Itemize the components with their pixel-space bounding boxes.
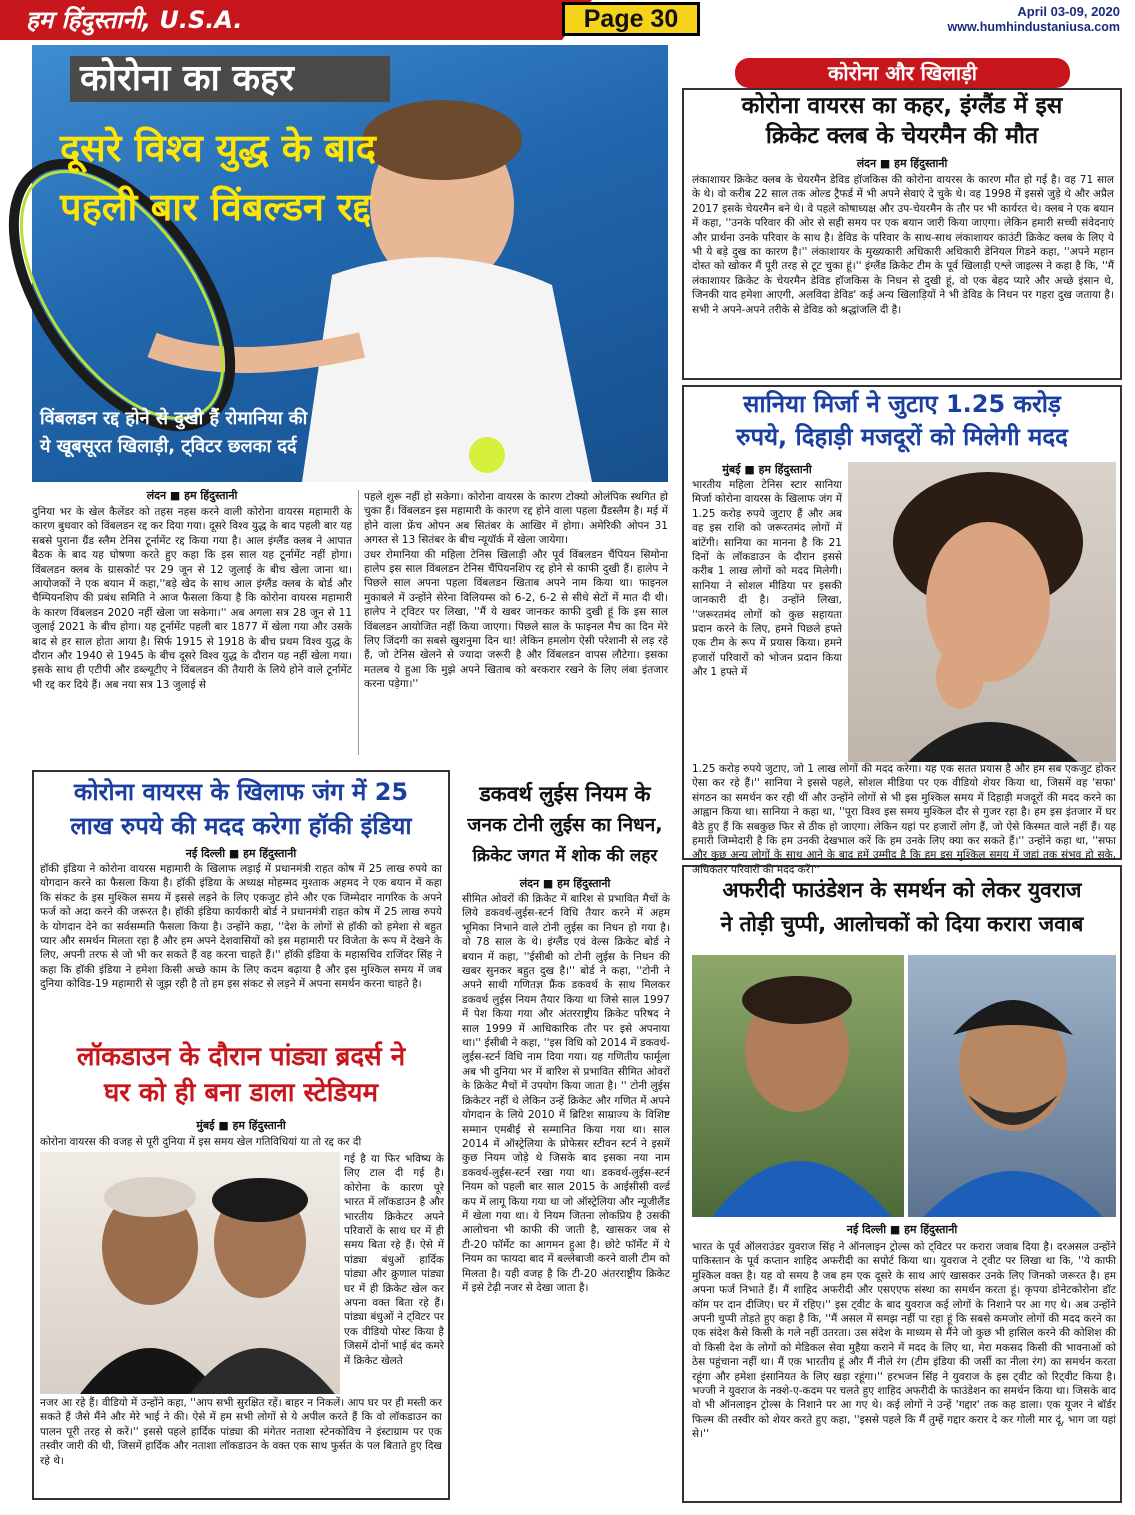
pandya-illustration	[40, 1152, 340, 1394]
pandya-byline: मुंबई ■ हम हिंदुस्तानी	[196, 1119, 286, 1132]
harbhajan-illustration	[908, 955, 1116, 1217]
photo-caption-line2: ये खूबसूरत खिलाड़ी, ट्विटर छलका दर्द	[40, 436, 297, 457]
cricket-headline-line1: कोरोना वायरस का कहर, इंग्लैंड में इस	[741, 93, 1063, 119]
sania-headline-line2: रुपये, दिहाड़ी मजदूरों को मिलेगी मदद	[736, 423, 1068, 451]
sania-full-text: 1.25 करोड़ रुपये जुटाए, जो 1 लाख लोगों की मदद करेगा। यह एक सतत प्रयास है और हम सब एकजुट होकर ऐसा कर रहे हैं।'' सानिया ने इससे पहले, सोशल मीडिया पर एक वीडियो शेयर किया था, जिसमें वह 'सफा' संगठन का समर्थन कर रही थीं और उन्होंने लोगों से भी इस मुश्किल समय में दिहाड़ी मजदूरों की मदद करने का आह्वान किया था। सानिया ने कहा था, ''पूरा विश्व इस समय मुश्किल दौर से गुजर रहा है। हम इस इंतजार में घर बैठे हुए हैं कि सबकुछ फिर से ठीक हो जाएगा। लेकिन यहां पर हजारों लोग हैं, जो ऐसे किस्मत वाले नहीं हैं। यह हमारी जिम्मेदारी है कि हम उनकी देखभाल करें कि हम उनके लिए क्या कर सकते हैं।'' उन्होंने कहा था, ''सफा और कुछ अन्य लोगों के साथ आने के बाद हमें उम्मीद है कि हम इस मुश्किल समय में जहां तक संभव हो सके, अधिकतर परिवारों की मदद करें।''	[692, 763, 1116, 876]
issue-date: April 03-09, 2020	[1017, 4, 1120, 19]
afridi-headline-line2: ने तोड़ी चुप्पी, आलोचकों को दिया करारा जवाब	[720, 912, 1084, 936]
top-headline-line1: दूसरे विश्व युद्ध के बाद	[60, 126, 376, 170]
section-tag: कोरोना और खिलाड़ी	[735, 58, 1070, 88]
harbhajan-photo	[908, 955, 1116, 1217]
sania-byline: मुंबई ■ हम हिंदुस्तानी	[722, 463, 812, 476]
hockey-headline-line1: कोरोना वायरस के खिलाफ जंग में 25	[73, 778, 409, 806]
kicker-label: कोरोना का कहर	[70, 56, 390, 102]
cricket-byline: लंदन ■ हम हिंदुस्तानी	[856, 157, 948, 170]
hockey-body: हॉकी इंडिया ने कोरोना वायरस महामारी के खिलाफ लड़ाई में प्रधानमंत्री राहत कोष में 25 लाख रुपये का योगदान करने का फैसला किया है। हॉकी इंडिया के अध्यक्ष मोहम्मद मुश्ताक अहमद ने एक बयान में कहा कि संकट के इस मुश्किल समय में इससे लड़ने के लिए एकजुट होने और एक जिम्मेदार नागरिक के अपने फर्ज को अदा करने की जरूरत है। हॉकी इंडिया कार्यकारी बोर्ड ने प्रधानमंत्री राहत कोष में 25 लाख रुपये के योगदान देने का सर्वसम्मति फैसला किया है। उन्होंने कहा, ''देश के लोगों से हॉकी को हमेशा से बहुत प्यार और समर्थन मिलता रहा है और हम अपने देशवासियों को इस महामारी पर विजेता के रूप में देखने के लिए, अपनी तरफ से जो भी कर सकते हैं वह करना चाहते हैं।'' हॉकी इंडिया के महासचिव राजिंदर सिंह ने कहा कि हॉकी इंडिया ने हमेशा किसी अच्छे काम के लिए कदम बढ़ाया है और इस मुश्किल समय में जब दुनिया कोविड-19 महामारी से जूझ रही है तो हम इस संकट से लड़ने में अपना समर्थन करना चाहते है।	[40, 863, 442, 991]
sania-headline-line1: सानिया मिर्जा ने जुटाए 1.25 करोड़	[743, 390, 1061, 418]
top-story-col1: दुनिया भर के खेल कैलेंडर को तहस नहस करने वाली कोरोना वायरस महामारी के कारण बुधवार को विंबलडन रद्द कर दिया गया। दूसरे विश्व युद्ध के बाद पहली बार यह सबसे पुराना ग्रैंड स्लैम टेनिस टूर्नामेंट रद्द किया गया है। आल इंग्लैंड क्लब ने आपात बैठक के बाद यह घोषणा करते हुए कहा कि इस साल यह टूर्नामेंट नहीं होगा। विंबलडन क्लब के ग्रासकोर्ट पर 29 जून से 12 जुलाई के बीच खेला जाना था। आयोजकों ने एक बयान में कहा,''बड़े खेद के साथ आल इंग्लैंड क्लब के बोर्ड और चैम्पियनशिप की प्रबंध समिति ने आज फैसला किया है कि कोरोना वायरस महामारी के कारण विंबलडन 2020 नहीं खेला जा सकेगा।'' अब अगला सत्र 28 जून से 11 जुलाई 2021 के बीच होगा। यह टूर्नामेंट पहली बार 1877 में खेला गया और उसके बाद से हर साल होता आया है। सिर्फ 1915 से 1918 के बीच प्रथम विश्व युद्ध के दौरान और 1940 से 1945 के बीच दूसरे विश्व युद्ध के दौरान यह नहीं खेला गया। इसके साथ ही एटीपी और डब्ल्यूटीए ने विंबलडन की तैयारी के लिये होने वाले टूर्नामेंट भी रद्द कर दिये हैं। अब नया सत्र 13 जुलाई से	[32, 506, 352, 691]
afridi-headline-line1: अफरीदी फाउंडेशन के समर्थन को लेकर युवराज	[722, 878, 1082, 902]
sania-col-text: भारतीय महिला टेनिस स्टार सानिया मिर्जा कोरोना वायरस के खिलाफ जंग में 1.25 करोड़ रुपये जुटाए हैं और अब वह इस राशि को जरूरतमंद लोगों में बांटेंगी। सानिया का मानना है कि 21 दिनों के लॉकडाउन के दौरान इससे करीब 1 लाख लोगों को मदद मिलेगी। सानिया ने सोशल मीडिया पर इसकी जानकारी दी है। उन्होंने लिखा, ''जरूरतमंद लोगों को कुछ सहायता प्रदान करने के लिए, हमने पिछले हफ्ते एक टीम के रूप में प्रयास किया। हमने हजारों परिवारों को भोजन प्रदान किया और 1 हफ्ते में	[692, 479, 842, 679]
pandya-lead: कोरोना वायरस की वजह से पूरी दुनिया में इस समय खेल गतिविधियां या तो रद्द कर दी	[40, 1136, 362, 1148]
column-rule	[358, 490, 359, 755]
pandya-tail: नजर आ रहे हैं। वीडियो में उन्होंने कहा, ''आप सभी सुरक्षित रहें। बाहर न निकलें। आप घर पर ही मस्ती कर सकते हैं जैसे मैंने और मेरे भाई ने की। ऐसे में हम सभी लोगों से ये अपील करते हैं कि वो लॉकडाउन का पालन पूरी तरह से करें।'' इससे पहले हार्दिक पांड्या की मंगेतर नताशा स्टेनकोविच ने इंस्टाग्राम पर एक तस्वीर जारी की थी, जिसमें हार्दिक और नताशा लॉकडाउन के वक्त एक साथ फुर्सत के पल बिताते हुए दिख रहे थे।	[40, 1397, 442, 1467]
lewis-headline-line1: डकवर्थ लुईस नियम के	[479, 782, 651, 806]
afridi-body: भारत के पूर्व ऑलराउंडर युवराज सिंह ने ऑनलाइन ट्रोल्स को ट्विटर पर करारा जवाब दिया है। दरअसल उन्होंने पाकिस्तान के पूर्व कप्तान शाहिद अफरीदी का सपोर्ट किया था। युवराज ने ट्वीट पर लिखा था कि, ''ये काफी मुश्किल वक्त है। यह वो समय है जब हम एक दूसरे के साथ आएं खासकर उनके लिए जिनको जरूरत है। हम अपना फर्ज निभाते हैं। मैं शाहिद अफरीदी और एसएएफ संस्था का समर्थन करता हूं। कृपया डोनेटकोरोना डॉट कॉम पर दान दीजिए। घर में रहिए।'' इस ट्वीट के बाद युवराज कई लोगों के निशाने पर आ गए थे। अब उन्होंने अपनी चुप्पी तोड़ते हुए कहा है कि, ''मैं असल में समझ नहीं पा रहा हूं कि सबसे कमजोर लोगों की मदद करने का एक संदेश कैसे किसी के गले नहीं उतरता। उस संदेश के माध्यम से मैंने जो कुछ भी हासिल करने की कोशिश की वो किसी देश के लोगों को मेडिकल सेवा मुहैया कराने में मदद के लिए था, मेरा मकसद किसी की भावनाओं को ठेस पहुंचाना नहीं था। मैं एक भारतीय हूं और मैं नीले रंग (टीम इंडिया की जर्सी का नीला रंग) का समर्थन करता रहूंगा और हमेशा इंसानियत के लिए खड़ा रहूंगा।'' हरभजन सिंह ने युवराज के इस ट्वीट को रिट्वीट किया है। भज्जी ने युवराज के नक्शे-ए-कदम पर चलते हुए शाहिद अफरीदी के फाउंडेशन का समर्थन किया था। जिसके बाद वो भी ऑनलाइन ट्रोल्स के निशाने पर आ गए थे। कई लोगों ने उन्हें 'गद्दार' तक कह डाला। एक यूजर ने बॉर्डर फिल्म की तस्वीर को शेयर करते हुए कहा, ''इससे पहले कि मैं तुम्हें गद्दार करार दे कर गोली मार दूं, भाग जा यहां से।''	[692, 1241, 1116, 1441]
lewis-byline: लंदन ■ हम हिंदुस्तानी	[519, 877, 611, 890]
paper-name: हम हिंदुस्तानी, U.S.A.	[26, 6, 243, 34]
top-story-col2: पहले शुरू नहीं हो सकेगा। कोरोना वायरस के कारण टोक्यो ओलंपिक स्थगित हो चुका हैं। विंबलडन इस महामारी के कारण रद्द होने वाला पहला ग्रैंडस्लैम है। मई में होने वाला फ्रेंच ओपन अब सितंबर के आखिर में होगा। अमेरिकी ओपन 31 अगस्त से 13 सितंबर के बीच न्यूयॉर्क में खेला जायेगा। उधर रोमानिया की महिला टेनिस खिलाड़ी और पूर्व विंबलडन चैंपियन सिमोना हालेप इस साल विंबलडन टेनिस चैंपियनशिप रद्द होने से काफी दुखी हैं। हालेप ने पिछले साल अपना पहला विंबलडन खिताब अपने नाम किया था। फाइनल मुकाबले में उन्होंने सेरेना विलियम्स को 6-2, 6-2 से सीधे सेटों में मात दी थी। हालेप ने ट्विटर पर लिखा, ''मैं ये खबर जानकर काफी दुखी हूं कि इस साल विंबलडन आयोजित नहीं किया जाएगा। पिछले साल के फाइनल मैच का दिन मेरे लिए जिंदगी का सबसे खुशनुमा दिन था! लेकिन हमलोग ऐसी परेशानी से लड़ रहे हैं, जो टेनिस खेलने से ज्यादा जरूरी है और विंबलडन वापस लौटेगा। इसका मतलब ये हुआ कि मुझे अपने खिताब को बरकरार रखने के लिए लंबा इंतजार करना पड़ेगा।''	[364, 491, 668, 691]
sania-photo	[848, 462, 1116, 762]
afridi-byline: नई दिल्ली ■ हम हिंदुस्तानी	[846, 1223, 958, 1236]
pandya-brothers-photo	[40, 1152, 340, 1394]
hockey-headline-line2: लाख रुपये की मदद करेगा हॉकी इंडिया	[70, 812, 412, 840]
sania-portrait-illustration	[848, 462, 1116, 762]
yuvraj-photo	[692, 955, 904, 1217]
photo-caption-line1: विंबलडन रद्द होने से दुखी हैं रोमानिया की	[40, 408, 308, 429]
top-byline: लंदन ■ हम हिंदुस्तानी	[146, 489, 238, 502]
lewis-headline-line2: जनक टोनी लुईस का निधन,	[467, 814, 663, 836]
lewis-body: सीमित ओवरों की क्रिकेट में बारिश से प्रभावित मैचों के लिये डकवर्थ-लुईस-स्टर्न विधि तैयार करने में अहम भूमिका निभाने वाले टोनी लुईस का निधन हो गया है। वो 78 साल के थे। इंग्लैंड एवं वेल्स क्रिकेट बोर्ड ने बयान में कहा, ''ईसीबी को टोनी लुईस के निधन की खबर सुनकर बहुत दुख है।'' बोर्ड ने कहा, ''टोनी ने अपने साथी गणितज्ञ फ्रैंक डकवर्थ के साथ मिलकर डकवर्थ लुईस नियम तैयार किया था जिसे साल 1997 में पेश किया गया और अंतरराष्ट्रीय क्रिकेट परिषद ने साल 1999 में आधिकारिक तौर पर इसे अपनाया था।'' ईसीबी ने कहा, ''इस विधि को 2014 में डकवर्थ-लुईस-स्टर्न विधि नाम दिया गया। यह गणितीय फार्मूला अब भी दुनिया भर में बारिश से प्रभावित सीमित ओवरों के क्रिकेट मैचों में उपयोग किया जाता है। '' टोनी लुईस क्रिकेटर नहीं थे लेकिन उन्हें क्रिकेट और गणित में अपने योगदान के लिये 2010 में ब्रिटिश साम्राज्य के विशिष्ट सम्मान एमबीई से सम्मानित किया गया था। साल 2014 में ऑस्ट्रेलिया के प्रोफेसर स्टीवन स्टर्न ने इसमें कुछ नियम जोड़े थे जिसके बाद इसका नया नाम डकवर्थ-लुईस-स्टर्न रखा गया था। डकवर्थ-लुईस-स्टर्न नियम को पहली बार साल 2015 के आईसीसी वर्ल्ड कप में लागू किया गया था जो ऑस्ट्रेलिया और न्यूजीलैंड में खेला गया था। ये नियम जितना लोकप्रिय है उसकी आलोचना भी काफी की जाती है, खासकर जब से टी-20 फॉर्मेट का आगमन हुआ है। छोटे फॉर्मेट में ये नियम का फायदा बाद में बल्लेबाजी करने वाली टीम को मिलता है। यही वजह है कि टी-20 अंतरराष्ट्रीय क्रिकेट में इसे टेढ़ी नजर से देखा जाता है।	[462, 893, 670, 1294]
yuvraj-illustration	[692, 955, 904, 1217]
top-headline-line2: पहली बार विंबल्डन रद्द	[60, 185, 372, 229]
page-number: Page 30	[562, 2, 700, 36]
pandya-headline-line1: लॉकडाउन के दौरान पांड्या ब्रदर्स ने	[76, 1042, 406, 1072]
cricket-headline-line2: क्रिकेट क्लब के चेयरमैन की मौत	[765, 123, 1039, 149]
cricket-body: लंकाशायर क्रिकेट क्लब के चेयरमैन डेविड हॉजकिस की कोरोना वायरस के कारण मौत हो गई है। वह 71 साल के थे। वो करीब 22 साल तक ओल्ड ट्रैफर्ड में भी अपने सेवाएं दे चुके थे। वह 1998 में इससे जुड़े थे और अप्रैल 2017 इसके चेयरमैन बने थे। वे पहले कोषाध्यक्ष और उप-चेयरमैन के तौर पर भी कार्यरत थे। क्लब ने एक बयान में कहा, ''उनके परिवार की ओर से सही समय पर एक बयान जारी किया जाएगा। लेकिन हमारी सच्ची संवेदनाएं और प्रार्थना उनके परिवार के साथ है। डेविड के परिवार के साथ-साथ लंकाशायर काउंटी क्रिकेट क्लब के लिए ये भी ये बड़े दुख का कारण है।'' लंकाशायर के मुख्यकारी अधिकारी अधिकारी डेनियल गिडने कहा, ''अपने महान दोस्त को खोकर मैं पूरी तरह से टूट चुका हूं।'' इंग्लैंड क्रिकेट टीम के पूर्व खिलाड़ी एश्ले जाइल्स ने कहा है कि, ''मैं लंकाशायर क्रिकेट के चेयरमैन डेविड हॉजकिस के निधन से दुखी हूं, वो एक बेहद प्यारे और अच्छे इंसान थे, जिनकी याद हमेशा आएगी, अलविदा डेविड' कई अन्य खिलाड़ियों ने भी डेविड के निधन पर गहरा दुख जताया है। सभी ने अपने-अपने तरीके से डेविड को श्रद्धांजलि दी है।	[692, 174, 1114, 316]
pandya-headline-line2: घर को ही बना डाला स्टेडियम	[103, 1078, 378, 1108]
site-url[interactable]: www.humhindustaniusa.com	[947, 20, 1120, 34]
lewis-headline-line3: क्रिकेट जगत में शोक की लहर	[472, 846, 658, 866]
hockey-byline: नई दिल्ली ■ हम हिंदुस्तानी	[185, 847, 297, 860]
pandya-side: गई है या फिर भविष्य के लिए टाल दी गई है। कोरोना के कारण पूरे भारत में लॉकडाउन है और भारतीय क्रिकेटर अपने परिवारों के साथ घर में ही समय बिता रहे हैं। ऐसे में पांड्या बंधुओं हार्दिक पांड्या और क्रुणाल पांड्या घर में ही क्रिकेट खेल कर अपना वक्त बिता रहे हैं। पांड्या बंधुओं ने ट्विटर पर एक वीडियो पोस्ट किया है जिसमें दोनों भाई बंद कमरे में क्रिकेट खेलते	[344, 1153, 444, 1367]
